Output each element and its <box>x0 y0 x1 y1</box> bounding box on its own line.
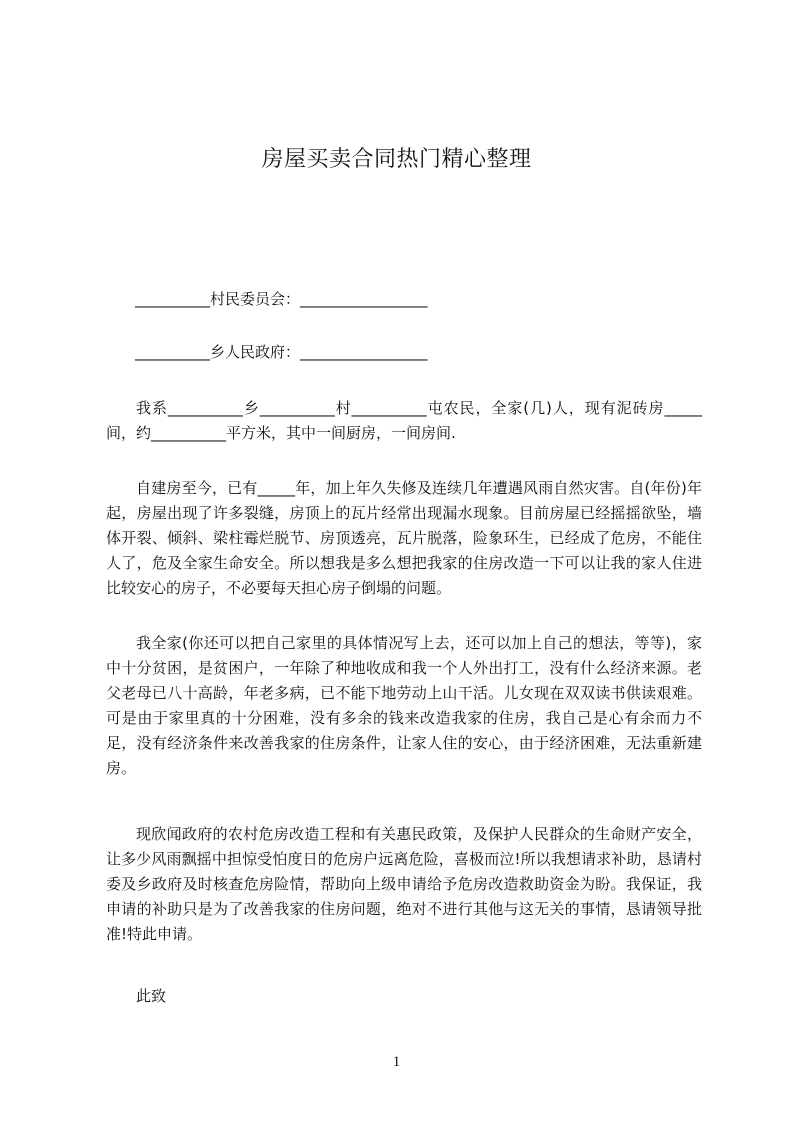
paragraph-house-condition: 自建房至今，已有_____年，加上年久失修及连续几年遭遇风雨自然灾害。自(年份)年起，房屋出现了许多裂缝，房顶上的瓦片经常出现漏水现象。目前房屋已经摇摇欲坠，墙体开裂、倾斜、梁柱霉烂脱节、房顶透亮，瓦片脱落，险象环生，已经成了危房，不能住人了，危及全家生命安全。所以想我是多么想把我家的住房改造一下可以让我的家人住进比较安心的房子，不必要每天担心房子倒塌的问题。 <box>106 479 702 597</box>
paragraph-household-info: 我系__________乡__________村__________屯农民，全家(几)人，现有泥砖房_____间，约__________平方米，其中一间厨房，一间房间. <box>106 399 702 442</box>
addressee-township-government: __________乡人民政府：_________________ <box>135 343 428 361</box>
closing-salutation: 此致 <box>136 987 167 1005</box>
paragraph-request: 现欣闻政府的农村危房改造工程和有关惠民政策，及保护人民群众的生命财产安全，让多少风雨飘摇中担惊受怕度日的危房户远离危险，喜极而泣!所以我想请求补助，恳请村委及乡政府及时核查危房险情，帮助向上级申请给予危房改造救助资金为盼。我保证，我申请的补助只是为了改善我家的住房问题，绝对不进行其他与这无关的事情，恳请领导批准!特此申请。 <box>106 825 702 943</box>
document-title: 房屋买卖合同热门精心整理 <box>261 147 532 172</box>
page-number: 1 <box>392 1054 401 1070</box>
addressee-village-committee: __________村民委员会：_________________ <box>135 290 428 308</box>
paragraph-family-situation: 我全家(你还可以把自己家里的具体情况写上去，还可以加上自己的想法，等等)，家中十分贫困，是贫困户，一年除了种地收成和我一个人外出打工，没有什么经济来源。老父老母已八十高龄，年老多病，已不能下地劳动上山干活。儿女现在双双读书供读艰难。可是由于家里真的十分困难，没有多余的钱来改造我家的住房，我自己是心有余而力不足，没有经济条件来改善我家的住房条件，让家人住的安心，由于经济困难，无法重新建房。 <box>106 634 702 777</box>
